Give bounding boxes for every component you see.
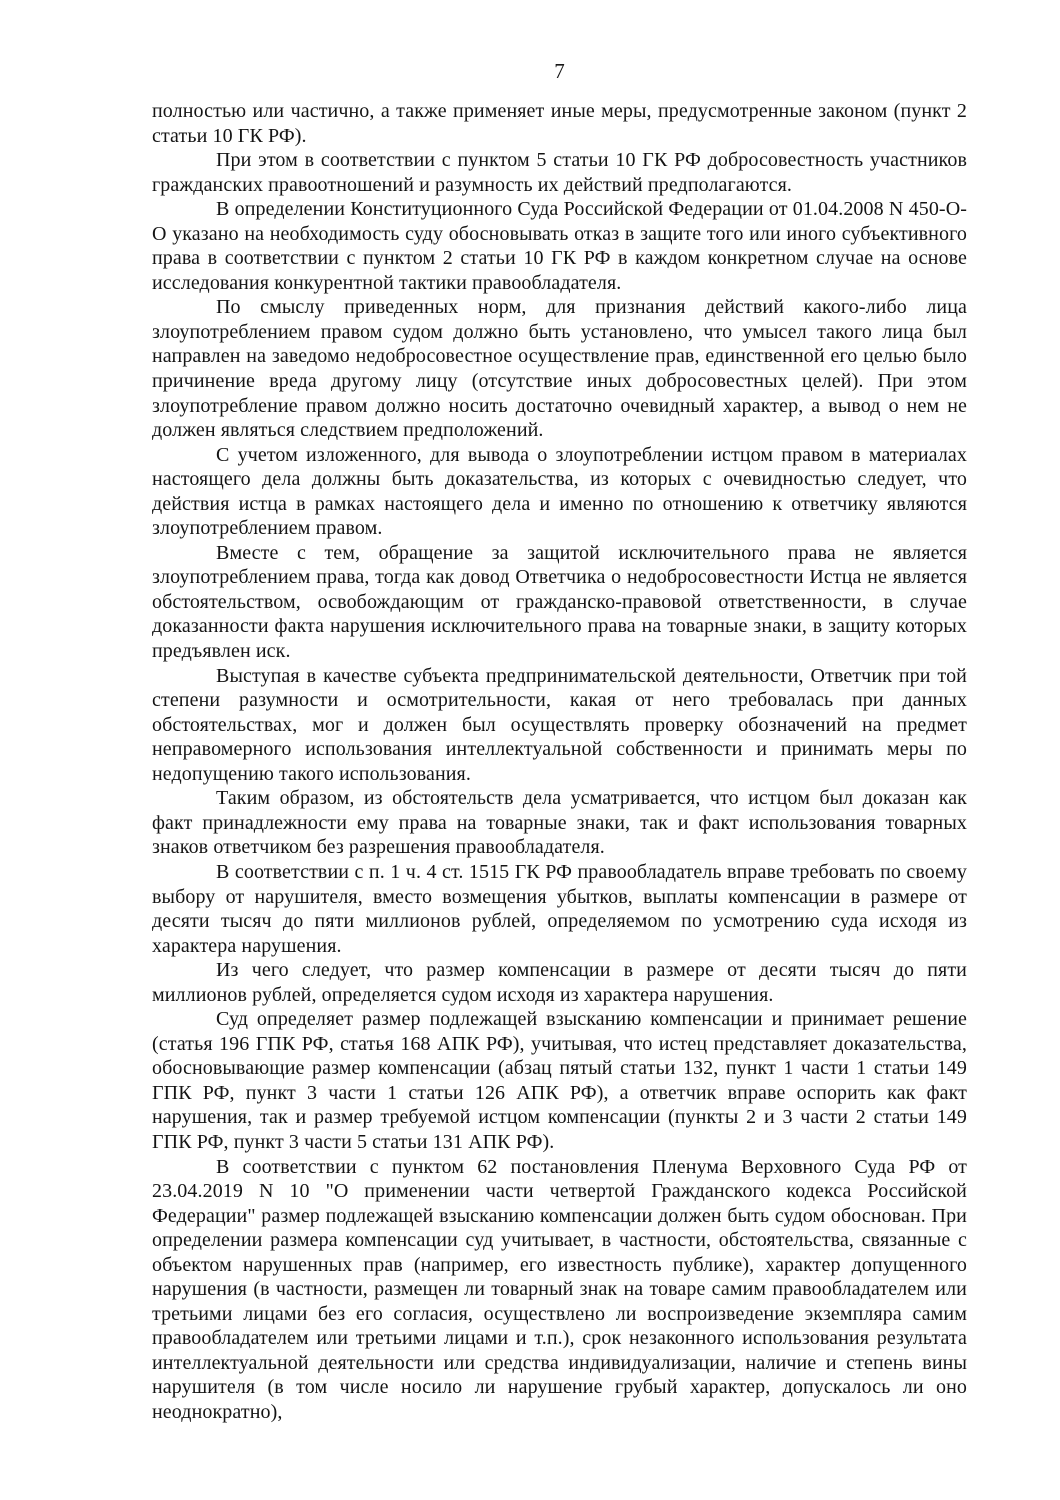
- paragraph-2: При этом в соответствии с пунктом 5 статьи 10 ГК РФ добросовестность участников гражданских правоотношений и разумность их действий предполагаются.: [152, 149, 967, 196]
- paragraph-7: Выступая в качестве субъекта предпринимательской деятельности, Ответчик при той степени разумности и осмотрительности, какая от него требовалась при данных обстоятельствах, мог и должен был осуществлять проверку обозначений на предмет неправомерного использования интеллектуальной собственности и принимать меры по недопущению такого использования.: [152, 664, 967, 785]
- paragraph-3: В определении Конституционного Суда Российской Федерации от 01.04.2008 N 450-О-О указано на необходимость суду обосновывать отказ в защите того или иного субъективного права в соответствии с пунктом 2 статьи 10 ГК РФ в каждом конкретном случае на основе исследования конкурентной тактики правообладателя.: [152, 198, 967, 294]
- paragraph-11: Суд определяет размер подлежащей взысканию компенсации и принимает решение (статья 196 ГПК РФ, статья 168 АПК РФ), учитывая, что истец представляет доказательства, обосновывающие размер компенсации (абзац пятый статьи 132, пункт 1 части 1 статьи 149 ГПК РФ, пункт 3 части 1 статьи 126 АПК РФ), а ответчик вправе оспорить как факт нарушения, так и размер требуемой истцом компенсации (пункты 2 и 3 части 2 статьи 149 ГПК РФ, пункт 3 части 5 статьи 131 АПК РФ).: [152, 1008, 967, 1153]
- paragraph-8: Таким образом, из обстоятельств дела усматривается, что истцом был доказан как факт принадлежности ему права на товарные знаки, так и факт использования товарных знаков ответчиком без разрешения правообладателя.: [152, 787, 967, 859]
- paragraph-4: По смыслу приведенных норм, для признания действий какого-либо лица злоупотреблением правом судом должно быть установлено, что умысел такого лица был направлен на заведомо недобросовестное осуществление прав, единственной его целью было причинение вреда другому лицу (отсутствие иных добросовестных целей). При этом злоупотребление правом должно носить достаточно очевидный характер, а вывод о нем не должен являться следствием предположений.: [152, 296, 967, 442]
- paragraph-10: Из чего следует, что размер компенсации в размере от десяти тысяч до пяти миллионов рублей, определяется судом исходя из характера нарушения.: [152, 959, 967, 1006]
- paragraph-1: полностью или частично, а также применяет иные меры, предусмотренные законом (пункт 2 статьи 10 ГК РФ).: [152, 100, 967, 147]
- paragraph-6: Вместе с тем, обращение за защитой исключительного права не является злоупотреблением права, тогда как довод Ответчика о недобросовестности Истца не является обстоятельством, освобождающим от гражданско-правовой ответственности, в случае доказанности факта нарушения исключительного права на товарные знаки, в защиту которых предъявлен иск.: [152, 541, 967, 663]
- paragraph-9: В соответствии с п. 1 ч. 4 ст. 1515 ГК РФ правообладатель вправе требовать по своему выбору от нарушителя, вместо возмещения убытков, выплаты компенсации в размере от десяти тысяч до пяти миллионов рублей, определяемом по усмотрению суда исходя из характера нарушения.: [152, 860, 967, 957]
- paragraph-12: В соответствии с пунктом 62 постановления Пленума Верховного Суда РФ от 23.04.2019 N 10 "О применении части четвертой Гражданского кодекса Российской Федерации" размер подлежащей взысканию компенсации должен быть судом обоснован. При определении размера компенсации суд учитывает, в частности, обстоятельства, связанные с объектом нарушенных прав (например, его известность публике), характер допущенного нарушения (в частности, размещен ли товарный знак на товаре самим правообладателем или третьими лицами без его согласия, осуществлено ли воспроизведение экземпляра самим правообладателем или третьими лицами и т.п.), срок незаконного использования результата интеллектуальной деятельности или средства индивидуализации, наличие и степень вины нарушителя (в том числе носило ли нарушение грубый характер, допускалось ли оно неоднократно),: [152, 1155, 967, 1423]
- document-body: [152, 99, 967, 1425]
- paragraph-5: С учетом изложенного, для вывода о злоупотреблении истцом правом в материалах настоящего дела должны быть доказательства, из которых с очевидностью следует, что действия истца в рамках настоящего дела и именно по отношению к ответчику являются злоупотреблением правом.: [152, 443, 967, 540]
- page-number: 7: [554, 59, 565, 83]
